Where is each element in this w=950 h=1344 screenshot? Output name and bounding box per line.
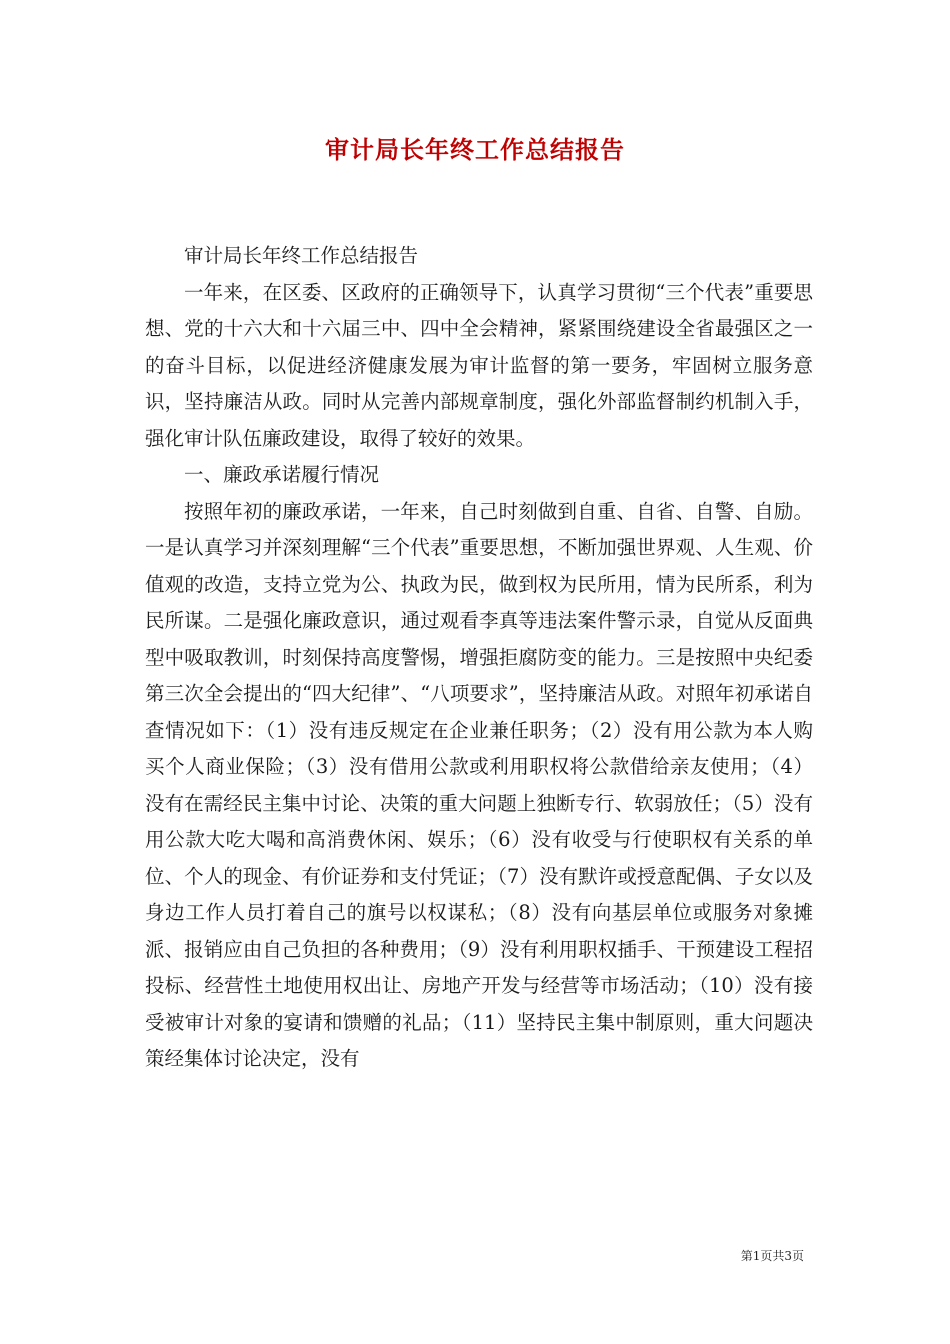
document-body (145, 238, 813, 1078)
page-number: 第1页共3页 (740, 1249, 804, 1263)
section-heading: 一、廉政承诺履行情况 (184, 463, 380, 486)
body-paragraph-commitment: 按照年初的廉政承诺，一年来，自己时刻做到自重、自省、自警、自励。一是认真学习并深刻理解“三个代表”重要思想，不断加强世界观、人生观、价值观的改造，支持立党为公、执政为民，做到权为民所用，情为民所系，利为民所谋。二是强化廉政意识，通过观看李真等违法案件警示录，自觉从反面典型中吸取教训，时刻保持高度警惕，增强拒腐防变的能力。三是按照中央纪委第三次全会提出的“四大纪律”、“八项要求”，坚持廉洁从政。对照年初承诺自查情况如下：（1）没有违反规定在企业兼任职务；（2）没有用公款为本人购买个人商业保险；（3）没有借用公款或利用职权将公款借给亲友使用；（4）没有在需经民主集中讨论、决策的重大问题上独断专行、软弱放任；（5）没有用公款大吃大喝和高消费休闲、娱乐；（6）没有收受与行使职权有关系的单位、个人的现金、有价证券和支付凭证；（7）没有默许或授意配偶、子女以及身边工作人员打着自己的旗号以权谋私；（8）没有向基层单位或服务对象摊派、报销应由自己负担的各种费用；（9）没有利用职权插手、干预建设工程招投标、经营性土地使用权出让、房地产开发与经营等市场活动；（10）没有接受被审计对象的宴请和馈赠的礼品；（11）坚持民主集中制原则，重大问题决策经集体讨论决定，没有 (145, 499, 813, 1070)
body-paragraph-heading: 审计局长年终工作总结报告 (184, 244, 419, 267)
body-paragraph-intro: 一年来，在区委、区政府的正确领导下，认真学习贯彻“三个代表”重要思想、党的十六大和十六届三中、四中全会精神，紧紧围绕建设全省最强区之一的奋斗目标，以促进经济健康发展为审计监督的第一要务，牢固树立服务意识，坚持廉洁从政。同时从完善内部规章制度，强化外部监督制约机制入手，强化审计队伍廉政建设，取得了较好的效果。 (145, 280, 813, 450)
document-title: 审计局长年终工作总结报告 (325, 135, 625, 164)
